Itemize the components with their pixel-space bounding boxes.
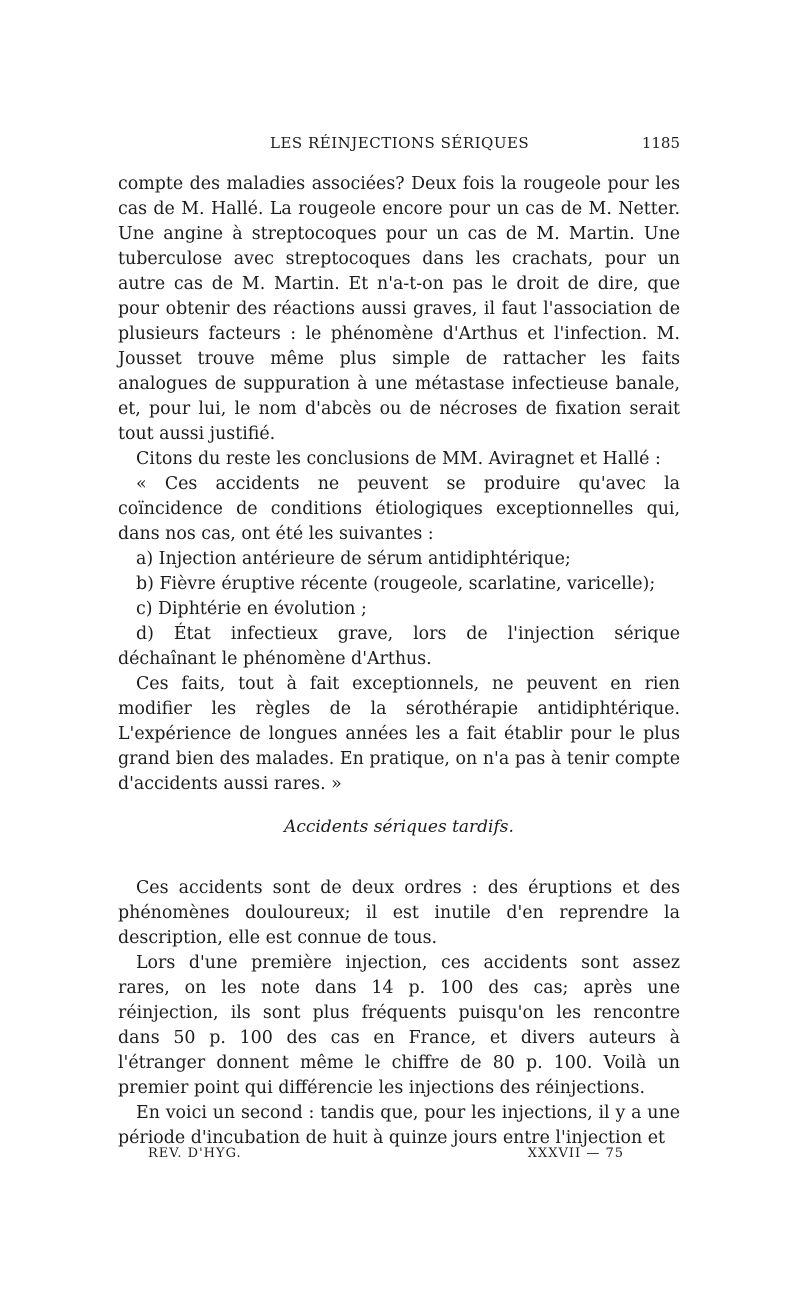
page-number: 1185 (641, 134, 680, 152)
list-item: d) État infectieux grave, lors de l'injection sérique déchaînant le phénomène d'Arthus. (118, 624, 680, 669)
list-item: c) Diphtérie en évolution ; (136, 599, 367, 619)
section-heading: Accidents sériques tardifs. (284, 817, 514, 837)
page-body (118, 172, 680, 1151)
list-item: a) Injection antérieure de sérum antidiphtérique; (136, 549, 571, 569)
list-item: b) Fièvre éruptive récente (rougeole, scarlatine, varicelle); (136, 574, 656, 594)
footer-journal: REV. D'HYG. (148, 1146, 242, 1161)
paragraph: Citons du reste les conclusions de MM. Aviragnet et Hallé : (136, 449, 661, 469)
footer-volume: XXXVII — 75 (527, 1146, 624, 1161)
page-header (118, 134, 680, 156)
running-title: LES RÉINJECTIONS SÉRIQUES (270, 134, 530, 152)
paragraph: Ces accidents sont de deux ordres : des éruptions et des phénomènes douloureux; il est inutile d'en reprendre la description, elle est connue de tous. (118, 878, 680, 948)
paragraph: compte des maladies associées? Deux fois la rougeole pour les cas de M. Hallé. La rougeole encore pour un cas de M. Netter. Une angine à streptocoques pour un cas de M. Martin. Une tuberculose avec streptocoques dans les crachats, pour un autre cas de M. Martin. Et n'a-t-on pas le droit de dire, que pour obtenir des réactions aussi graves, il faut l'association de plusieurs facteurs : le phénomène d'Arthus et l'infection. M. Jousset trouve même plus simple de rattacher les faits analogues de suppuration à une métastase infectieuse banale, et, pour lui, le nom d'abcès ou de nécroses de fixation serait tout aussi justifié. (118, 174, 680, 444)
paragraph: En voici un second : tandis que, pour les injections, il y a une période d'incubation de huit à quinze jours entre l'injection et (118, 1103, 680, 1148)
quote-paragraph: « Ces accidents ne peuvent se produire qu'avec la coïncidence de conditions étiologiques exceptionnelles qui, dans nos cas, ont été les suivantes : (118, 474, 680, 544)
paragraph: Ces faits, tout à fait exceptionnels, ne peuvent en rien modifier les règles de la sérothérapie antidiphtérique. L'expérience de longues années les a fait établir pour le plus grand bien des malades. En pratique, on n'a pas à tenir compte d'accidents aussi rares. » (118, 674, 680, 794)
paragraph: Lors d'une première injection, ces accidents sont assez rares, on les note dans 14 p. 100 des cas; après une réinjection, ils sont plus fréquents puisqu'on les rencontre dans 50 p. 100 des cas en France, et divers auteurs à l'étranger donnent même le chiffre de 80 p. 100. Voilà un premier point qui différencie les injections des réinjections. (118, 953, 680, 1098)
